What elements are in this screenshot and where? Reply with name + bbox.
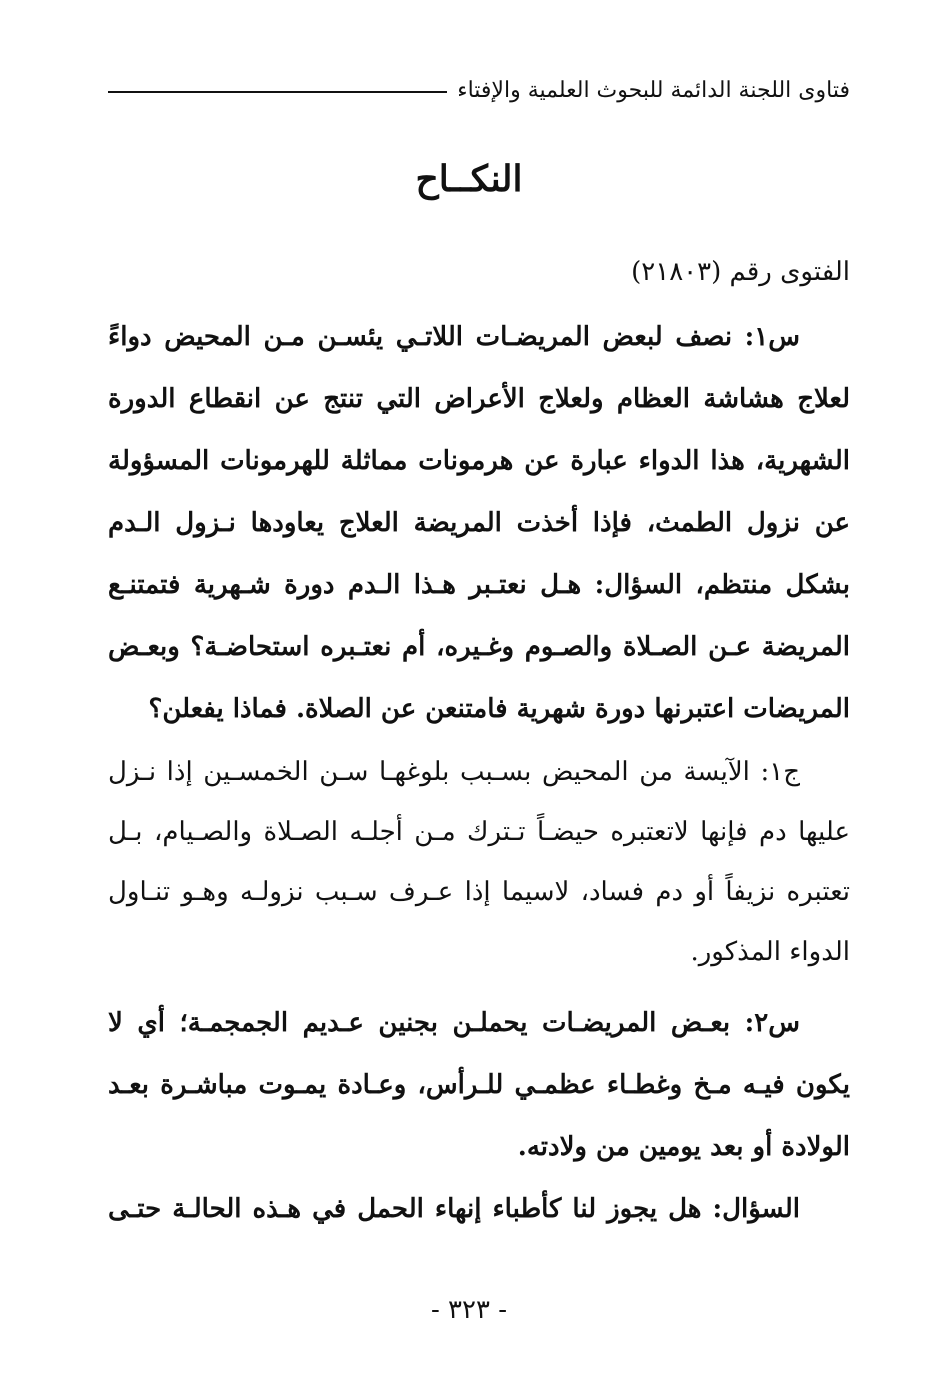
question-1-line: الشهرية، هذا الدواء عبارة عن هرمونات مماثلة للهرمونات المسؤولة (108, 446, 850, 476)
question-2-query-line: السؤال: هل يجوز لنا كأطباء إنهاء الحمل في هـذه الحالـة حتـى (108, 1194, 800, 1224)
question-2-line: يكون فيـه مـخ وغطـاء عظمـي للـرأس، وعـادة يمـوت مباشـرة بعـد (108, 1070, 850, 1100)
fatwa-number-label: الفتوى رقم (٢١٨٠٣) (631, 257, 850, 287)
answer-1-line: ج١: الآيسة من المحيض بسـبب بلوغهـا سـن الخمسـين إذا نـزل (108, 757, 800, 787)
section-title: النكــاح (415, 158, 523, 200)
question-2-query (108, 1178, 850, 1240)
question-1-line: لعلاج هشاشة العظام ولعلاج الأعراض التي تنتج عن انقطاع الدورة (108, 384, 850, 414)
question-2-line: س٢: بعـض المريضـات يحملـن بجنين عـديم الجمجمـة؛ أي لا (108, 1008, 800, 1038)
question-1-line: المريضات اعتبرنها دورة شهرية فامتنعن عن الصلاة. فماذا يفعلن؟ (148, 694, 850, 724)
page-number: - ٣٢٣ - (430, 1295, 508, 1325)
question-1-line: عن نزول الطمث، فإذا أخذت المريضة العلاج يعاودها نـزول الـدم (108, 508, 850, 538)
question-1 (108, 306, 850, 740)
answer-1 (108, 742, 850, 982)
answer-1-line: الدواء المذكور. (690, 937, 850, 967)
question-1-line: بشكل منتظم، السؤال: هـل نعتـبر هـذا الـدم دورة شـهرية فتمتنـع (108, 570, 850, 600)
answer-1-line: تعتبره نزيفاً أو دم فساد، لاسيما إذا عـرف سـبب نزولـه وهـو تنـاول (108, 877, 850, 907)
question-1-line: س١: نصف لبعض المريضـات اللاتـي يئسـن مـن المحيض دواءً (108, 322, 800, 352)
question-2-line: الولادة أو بعد يومين من ولادته. (517, 1132, 850, 1162)
question-1-line: المريضة عـن الصـلاة والصـوم وغـيره، أم نعتـبره استحاضـة؟ وبعـض (108, 632, 850, 662)
running-title: فتاوى اللجنة الدائمة للبحوث العلمية والإفتاء (457, 77, 850, 103)
header-rule (108, 91, 447, 93)
answer-1-line: عليها دم فإنها لاتعتبره حيضـاً تـترك مـن أجلـه الصـلاة والصـيام، بـل (108, 817, 850, 847)
running-header (108, 70, 850, 110)
question-2 (108, 992, 850, 1178)
